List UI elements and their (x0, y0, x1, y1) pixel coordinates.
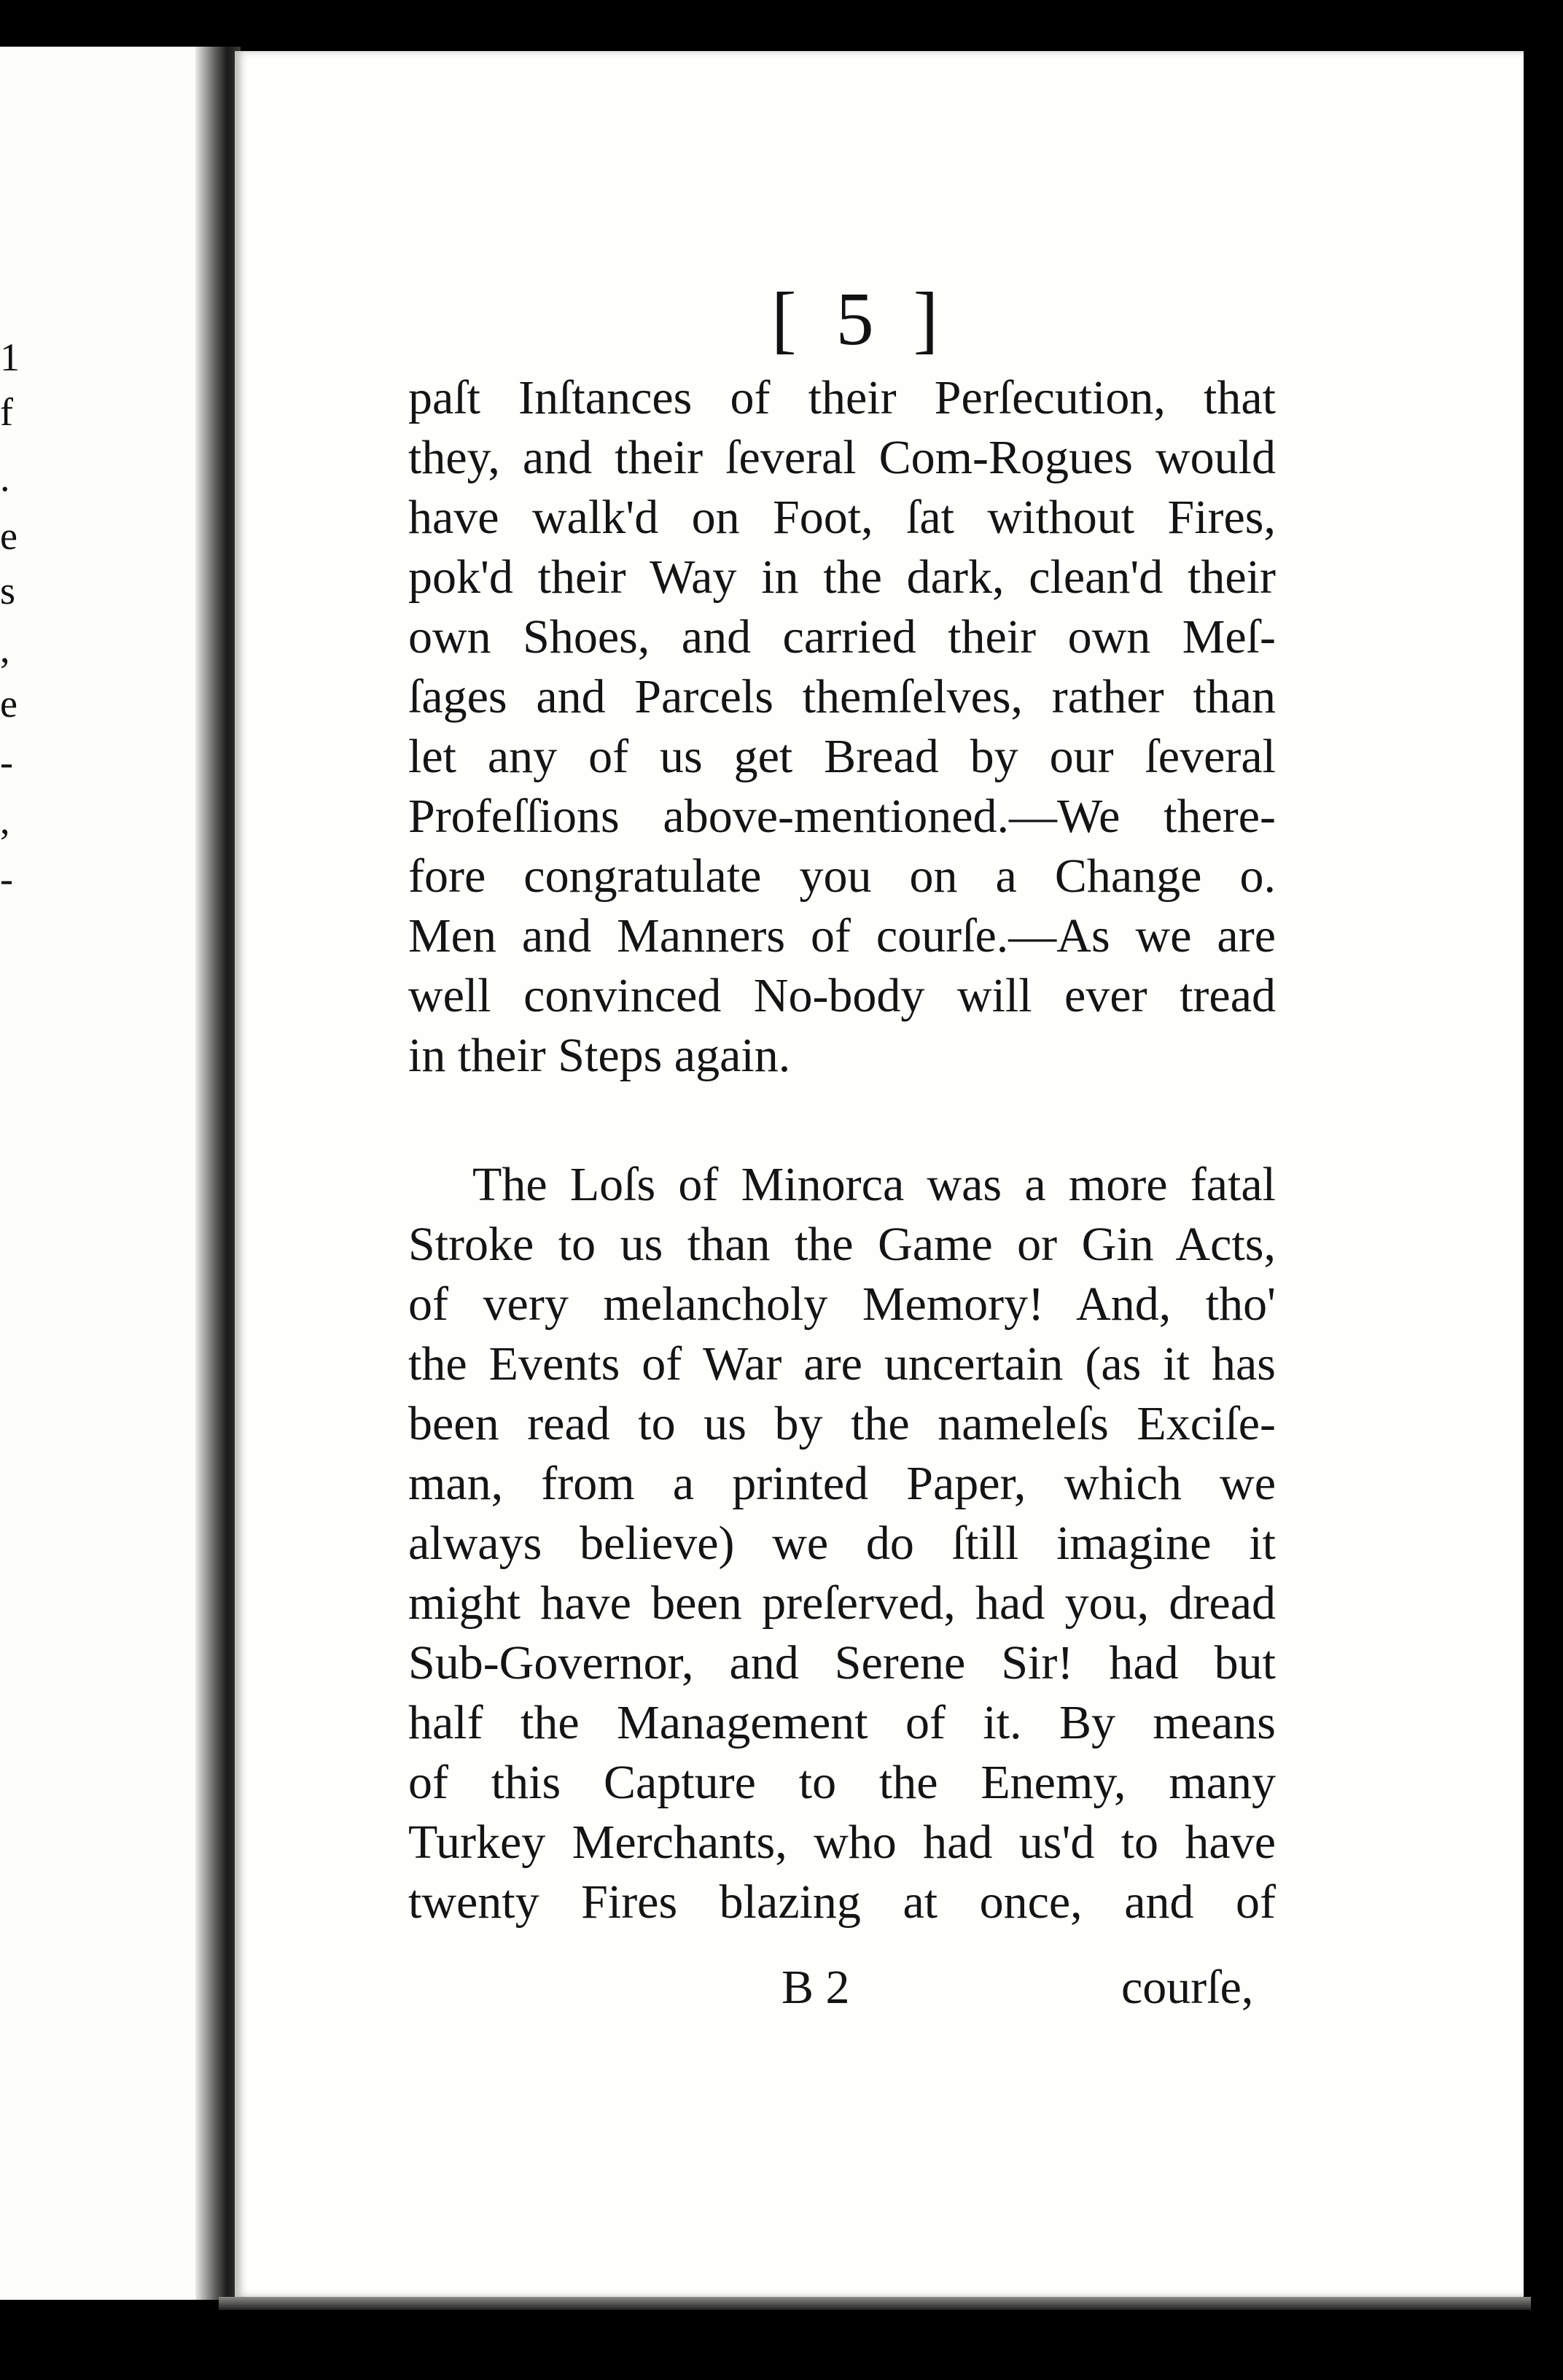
fragment: - (0, 740, 13, 784)
text-line: well convinced No-body will ever tread (408, 969, 1276, 1022)
fragment: , (0, 798, 10, 842)
page-number: [ 5 ] (771, 277, 949, 361)
facing-page (0, 47, 211, 2300)
text-line (408, 428, 1276, 488)
text-line: fore congratulate you on a Change o. (408, 849, 1276, 903)
fragment: e (0, 682, 17, 726)
text-line: of this Capture to the Enemy, many (408, 1756, 1276, 1809)
fragment: , (0, 627, 10, 671)
text-line: Men and Manners of courſe.—As we are (408, 909, 1276, 962)
text-line: half the Management of it. By means (408, 1696, 1276, 1749)
page-edge (219, 2297, 1531, 2310)
facing-page-text-fragments (0, 47, 22, 2300)
paragraph-1 (408, 368, 1276, 1086)
text-line: paſt Inſtances of their Perſecution, that (408, 371, 1276, 424)
text-line: twenty Fires blazing at once, and of (408, 1875, 1276, 1929)
text-line: the Events of War are uncertain (as it has (408, 1337, 1276, 1391)
text-line: ſages and Parcels themſelves, rather than (408, 670, 1276, 723)
signature-mark: B 2 (782, 1961, 850, 2014)
text-line: been read to us by the nameleſs Exciſe- (408, 1397, 1276, 1450)
book-gutter (195, 47, 241, 2300)
text-line: in their Steps again. (408, 1029, 791, 1082)
text-line: have walk'd on Foot, ſat without Fires, (408, 491, 1276, 544)
text-line: Stroke to us than the Game or Gin Acts, (408, 1218, 1276, 1271)
fragment: s (0, 569, 16, 612)
text-line: Sub-Governor, and Serene Sir! had but (408, 1636, 1276, 1689)
text-line: let any of us get Bread by our ſeveral (408, 730, 1276, 783)
paragraph-2 (408, 1155, 1276, 1932)
fragment: e (0, 514, 17, 558)
text-line: always believe) we do ſtill imagine it (408, 1517, 1276, 1570)
text-line: The Loſs of Minorca was a more fatal (472, 1158, 1276, 1211)
text-line: own Shoes, and carried their own Meſ- (408, 610, 1276, 664)
text-line: of very melancholy Memory! And, tho' (408, 1278, 1276, 1331)
fragment: . (0, 456, 10, 499)
text-line: pok'd their Way in the dark, clean'd their (408, 551, 1276, 604)
fragment: f (0, 390, 13, 434)
text-line: man, from a printed Paper, which we (408, 1457, 1276, 1510)
fragment: 1 (0, 335, 20, 379)
catchword: courſe, (1121, 1961, 1254, 2014)
text-line: Turkey Merchants, who had us'd to have (408, 1816, 1276, 1869)
text-line: might have been preſerved, had you, dread (408, 1576, 1276, 1630)
text-line-content: they, and their ſeveral Com-Rogues would (408, 431, 1276, 484)
text-line: Profeſſions above-mentioned.—We there- (408, 790, 1276, 843)
fragment: - (0, 857, 13, 901)
